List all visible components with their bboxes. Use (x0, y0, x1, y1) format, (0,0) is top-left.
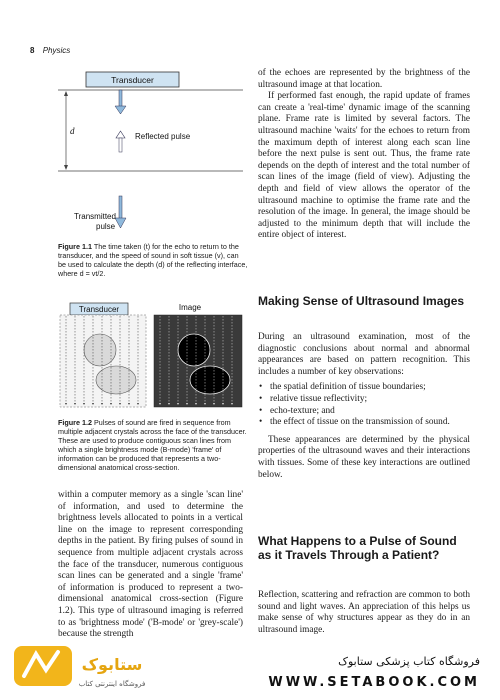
section-title: Physics (42, 46, 71, 55)
down-arrow (115, 106, 126, 114)
right-paragraph-3: During an ultrasound examination, most of the diagnostic conclusions about normal and abnormal appearances are based on pattern recognition. This includes a number of key observations: (258, 332, 470, 377)
figure-1-2-caption (58, 418, 248, 472)
list-item: • echo-texture; and (268, 406, 470, 418)
logo-subtext: فروشگاه اینترنتی کتاب (78, 680, 146, 688)
left-column (58, 490, 243, 640)
list-item: • relative tissue reflectivity; (268, 394, 470, 406)
figure-1-1-caption (58, 242, 248, 278)
left-paragraph-1: within a computer memory as a single 'scan line' of information, and used to determine the brightness levels allocated to points in a vertical line on the image to represent corresponding depths in the patient. By firing pulses of sound in sequence from multiple adjacent crystals across the face of the transducer, numerous contiguous scan lines can be generated and a single 'frame' of information is produced to represent a two-dimensional anatomical cross-section (Figure 1.2). This type of ultrasound imaging is referred to as 'brightness mode' ('B-mode' or 'grey-scale') because the strength (58, 490, 243, 640)
right-column-mid (258, 332, 470, 481)
page-number: 8 (30, 46, 35, 55)
right-paragraph-5: Reflection, scattering and refraction are common to both sound and light waves. An appreciation of this helps us make sense of why structures appear as they do in an ultrasound image. (258, 590, 470, 635)
reflected-label: Reflected pulse (135, 132, 191, 141)
transmitted-arrow (115, 218, 126, 228)
right-paragraph-2: If performed fast enough, the rapid update of frames can create a 'real-time' dynamic image of the scanning plane. Frame rate is limited by several factors. The ultrasound machine 'waits' for the echoes to return from the maximum depth of interest along each scan line before the next pulse is sent out. Thus, the frame rate depends on the depth of interest and the total number of scan lines of the image (field of view). Adjusting the depth and field of view allows the operator of the ultrasound machine to optimise the frame rate and the resolution of the image. In general, the image should be adjusted to the minimum depth that will include the entire object of interest. (258, 91, 470, 241)
right-paragraph-1: of the echoes are represented by the brightness of the ultrasound image at that location. (258, 68, 470, 90)
heading-what-happens: What Happens to a Pulse of Sound as it Travels Through a Patient? (258, 534, 457, 562)
transducer-label: Transducer (111, 75, 154, 85)
caption-label-2: Figure 1.2 (58, 418, 92, 427)
depth-label: d (70, 126, 75, 136)
caption-text: The time taken (t) for the echo to return to the transducer, and the speed of sound in soft tissue (v), can be used to calculate the depth (d) of the reflecting interface, where d = vt/2. (58, 242, 248, 278)
right-column-bottom (258, 590, 470, 646)
transmitted-label-2: pulse (96, 222, 116, 231)
reflected-arrow (116, 131, 125, 138)
figure-1-2 (58, 300, 248, 412)
right-column-top (258, 68, 470, 242)
caption-label: Figure 1.1 (58, 242, 92, 251)
caption-text-2: Pulses of sound are fired in sequence from multiple adjacent crystals across the face of the transducer. These are used to produce contiguous scan lines from which a single brightness mode (B-mode) 'frame' of information can be produced that represents a two-dimensional anatomical cross-section. (58, 418, 247, 472)
list-item: • the spatial definition of tissue boundaries; (268, 382, 470, 394)
figure-1-1 (58, 66, 243, 238)
heading-making-sense: Making Sense of Ultrasound Images (258, 294, 465, 308)
store-url[interactable]: WWW.SETABOOK.COM (268, 675, 480, 690)
store-name: فروشگاه کتاب پزشکی ستابوک (338, 655, 480, 668)
transmitted-label: Transmitted (74, 212, 116, 221)
transducer-label-2: Transducer (78, 305, 120, 314)
setabook-logo (12, 640, 152, 696)
image-label: Image (178, 303, 202, 312)
logo-text: ستابوک (81, 655, 143, 674)
running-header (30, 46, 70, 55)
right-paragraph-4: These appearances are determined by the physical properties of the ultrasound waves and their interactions with tissues. Some of these key interactions are outlined below. (258, 434, 470, 480)
observation-list (258, 382, 470, 428)
list-item: • the effect of tissue on the transmission of sound. (268, 417, 470, 429)
